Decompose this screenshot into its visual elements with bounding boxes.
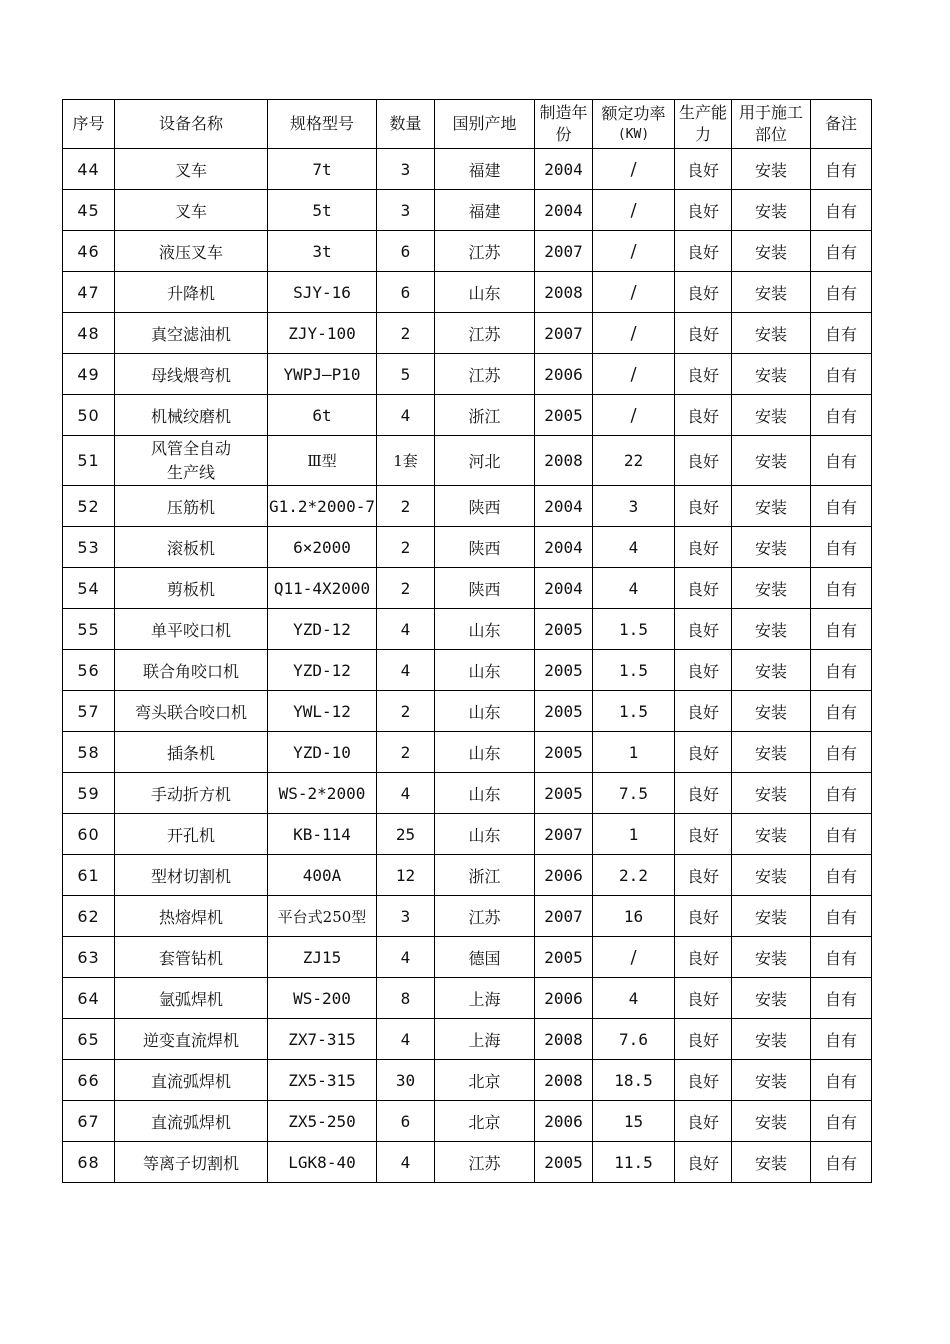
cell-year: 2007	[535, 814, 593, 855]
cell-capacity: 良好	[675, 978, 732, 1019]
cell-usage: 安装	[732, 1101, 811, 1142]
cell-remark: 自有	[811, 691, 872, 732]
cell-origin: 德国	[435, 937, 535, 978]
cell-origin: 山东	[435, 609, 535, 650]
header-power	[593, 100, 675, 149]
header-year-text: 制造年份	[539, 103, 588, 144]
table-row	[63, 814, 872, 855]
cell-year: 2008	[535, 1060, 593, 1101]
header-remark: 备注	[811, 100, 872, 149]
cell-name: 叉车	[115, 190, 268, 231]
cell-remark: 自有	[811, 855, 872, 896]
cell-model: WS-2*2000	[268, 773, 377, 814]
table-row	[63, 1019, 872, 1060]
table-row	[63, 691, 872, 732]
cell-model: YZD-12	[268, 609, 377, 650]
cell-no: 49	[63, 354, 115, 395]
cell-capacity: 良好	[675, 527, 732, 568]
cell-name: 氩弧焊机	[115, 978, 268, 1019]
cell-qty: 8	[377, 978, 435, 1019]
cell-capacity: 良好	[675, 896, 732, 937]
cell-remark: 自有	[811, 1101, 872, 1142]
cell-power: 1.5	[593, 691, 675, 732]
cell-remark: 自有	[811, 650, 872, 691]
cell-year: 2006	[535, 354, 593, 395]
cell-qty: 4	[377, 609, 435, 650]
cell-model: SJY-16	[268, 272, 377, 313]
cell-qty: 3	[377, 190, 435, 231]
cell-no: 60	[63, 814, 115, 855]
cell-power: /	[593, 937, 675, 978]
cell-power: 3	[593, 486, 675, 527]
cell-usage: 安装	[732, 855, 811, 896]
cell-model: 平台式250型	[268, 896, 377, 937]
cell-usage: 安装	[732, 937, 811, 978]
cell-usage: 安装	[732, 814, 811, 855]
cell-power: 4	[593, 978, 675, 1019]
cell-usage: 安装	[732, 691, 811, 732]
cell-model: YZD-10	[268, 732, 377, 773]
header-usage-text: 用于施工部位	[738, 103, 803, 144]
cell-name: 叉车	[115, 149, 268, 190]
cell-capacity: 良好	[675, 313, 732, 354]
cell-name: 联合角咬口机	[115, 650, 268, 691]
cell-origin: 山东	[435, 773, 535, 814]
table-body	[63, 149, 872, 1183]
cell-name: 压筋机	[115, 486, 268, 527]
cell-qty: 2	[377, 527, 435, 568]
cell-remark: 自有	[811, 527, 872, 568]
cell-capacity: 良好	[675, 190, 732, 231]
cell-year: 2005	[535, 691, 593, 732]
cell-capacity: 良好	[675, 436, 732, 486]
cell-qty: 6	[377, 272, 435, 313]
cell-qty: 1套	[377, 436, 435, 486]
cell-model: ZX5-250	[268, 1101, 377, 1142]
cell-capacity: 良好	[675, 691, 732, 732]
cell-origin: 浙江	[435, 395, 535, 436]
cell-qty: 6	[377, 1101, 435, 1142]
cell-origin: 山东	[435, 732, 535, 773]
cell-usage: 安装	[732, 609, 811, 650]
table-row	[63, 896, 872, 937]
cell-no: 62	[63, 896, 115, 937]
cell-capacity: 良好	[675, 937, 732, 978]
cell-qty: 2	[377, 732, 435, 773]
cell-origin: 陕西	[435, 486, 535, 527]
cell-power: /	[593, 395, 675, 436]
cell-remark: 自有	[811, 937, 872, 978]
cell-origin: 山东	[435, 691, 535, 732]
cell-model: YWL-12	[268, 691, 377, 732]
table-row	[63, 354, 872, 395]
cell-origin: 北京	[435, 1101, 535, 1142]
cell-year: 2005	[535, 609, 593, 650]
cell-year: 2004	[535, 527, 593, 568]
cell-qty: 4	[377, 1142, 435, 1183]
cell-no: 57	[63, 691, 115, 732]
cell-usage: 安装	[732, 1019, 811, 1060]
cell-qty: 4	[377, 773, 435, 814]
cell-no: 50	[63, 395, 115, 436]
cell-no: 64	[63, 978, 115, 1019]
cell-power: /	[593, 231, 675, 272]
cell-power: /	[593, 272, 675, 313]
cell-capacity: 良好	[675, 855, 732, 896]
cell-name: 开孔机	[115, 814, 268, 855]
cell-no: 59	[63, 773, 115, 814]
cell-name: 升降机	[115, 272, 268, 313]
cell-origin: 江苏	[435, 354, 535, 395]
cell-power: /	[593, 354, 675, 395]
cell-origin: 山东	[435, 272, 535, 313]
cell-capacity: 良好	[675, 486, 732, 527]
cell-capacity: 良好	[675, 609, 732, 650]
cell-no: 52	[63, 486, 115, 527]
cell-qty: 2	[377, 486, 435, 527]
cell-model: WS-200	[268, 978, 377, 1019]
cell-year: 2005	[535, 395, 593, 436]
cell-capacity: 良好	[675, 814, 732, 855]
cell-year: 2004	[535, 568, 593, 609]
equipment-sheet	[62, 99, 871, 1183]
cell-origin: 江苏	[435, 1142, 535, 1183]
cell-year: 2006	[535, 855, 593, 896]
cell-name-text: 风管全自动 生产线	[150, 438, 231, 482]
cell-remark: 自有	[811, 231, 872, 272]
cell-capacity: 良好	[675, 568, 732, 609]
cell-power: 22	[593, 436, 675, 486]
cell-model: G1.2*2000-7	[268, 486, 377, 527]
cell-model: KB-114	[268, 814, 377, 855]
cell-remark: 自有	[811, 395, 872, 436]
cell-qty: 30	[377, 1060, 435, 1101]
cell-power: 1.5	[593, 650, 675, 691]
cell-origin: 上海	[435, 978, 535, 1019]
table-row	[63, 436, 872, 486]
cell-remark: 自有	[811, 1060, 872, 1101]
cell-no: 68	[63, 1142, 115, 1183]
equipment-table	[62, 99, 872, 1183]
cell-name: 插条机	[115, 732, 268, 773]
cell-usage: 安装	[732, 650, 811, 691]
cell-qty: 2	[377, 691, 435, 732]
cell-no: 51	[63, 436, 115, 486]
cell-name: 机械绞磨机	[115, 395, 268, 436]
table-row	[63, 486, 872, 527]
table-row	[63, 855, 872, 896]
cell-name: 弯头联合咬口机	[115, 691, 268, 732]
cell-power: /	[593, 149, 675, 190]
cell-usage: 安装	[732, 1142, 811, 1183]
cell-no: 54	[63, 568, 115, 609]
table-row	[63, 231, 872, 272]
cell-usage: 安装	[732, 773, 811, 814]
cell-usage: 安装	[732, 313, 811, 354]
table-row	[63, 609, 872, 650]
header-year	[535, 100, 593, 149]
cell-power: 2.2	[593, 855, 675, 896]
cell-year: 2008	[535, 436, 593, 486]
cell-name: 逆变直流焊机	[115, 1019, 268, 1060]
cell-remark: 自有	[811, 609, 872, 650]
cell-no: 56	[63, 650, 115, 691]
cell-qty: 4	[377, 650, 435, 691]
cell-year: 2004	[535, 190, 593, 231]
table-row	[63, 527, 872, 568]
cell-origin: 山东	[435, 650, 535, 691]
cell-name: 热熔焊机	[115, 896, 268, 937]
cell-name: 型材切割机	[115, 855, 268, 896]
cell-capacity: 良好	[675, 354, 732, 395]
cell-remark: 自有	[811, 978, 872, 1019]
header-no: 序号	[63, 100, 115, 149]
cell-remark: 自有	[811, 436, 872, 486]
cell-power: /	[593, 190, 675, 231]
cell-usage: 安装	[732, 272, 811, 313]
cell-capacity: 良好	[675, 272, 732, 313]
cell-year: 2008	[535, 272, 593, 313]
cell-qty: 2	[377, 568, 435, 609]
header-power-unit: (KW)	[617, 127, 650, 142]
cell-usage: 安装	[732, 190, 811, 231]
table-row	[63, 190, 872, 231]
cell-name	[115, 436, 268, 486]
cell-origin: 福建	[435, 149, 535, 190]
cell-capacity: 良好	[675, 1142, 732, 1183]
cell-usage: 安装	[732, 486, 811, 527]
cell-origin: 浙江	[435, 855, 535, 896]
cell-year: 2004	[535, 486, 593, 527]
cell-no: 58	[63, 732, 115, 773]
cell-origin: 江苏	[435, 231, 535, 272]
cell-remark: 自有	[811, 1142, 872, 1183]
cell-power: 11.5	[593, 1142, 675, 1183]
cell-remark: 自有	[811, 486, 872, 527]
cell-no: 48	[63, 313, 115, 354]
cell-no: 65	[63, 1019, 115, 1060]
cell-origin: 陕西	[435, 568, 535, 609]
cell-year: 2005	[535, 937, 593, 978]
cell-power: 1.5	[593, 609, 675, 650]
table-row	[63, 313, 872, 354]
cell-power: 4	[593, 527, 675, 568]
cell-remark: 自有	[811, 149, 872, 190]
cell-qty: 12	[377, 855, 435, 896]
cell-name: 滚板机	[115, 527, 268, 568]
cell-power: /	[593, 313, 675, 354]
cell-model: YZD-12	[268, 650, 377, 691]
cell-power: 7.5	[593, 773, 675, 814]
cell-no: 46	[63, 231, 115, 272]
cell-usage: 安装	[732, 732, 811, 773]
cell-name: 单平咬口机	[115, 609, 268, 650]
cell-model: Q11-4X2000	[268, 568, 377, 609]
cell-year: 2005	[535, 773, 593, 814]
cell-no: 55	[63, 609, 115, 650]
cell-power: 18.5	[593, 1060, 675, 1101]
cell-no: 66	[63, 1060, 115, 1101]
header-capacity	[675, 100, 732, 149]
cell-capacity: 良好	[675, 231, 732, 272]
cell-year: 2005	[535, 650, 593, 691]
cell-name: 套管钻机	[115, 937, 268, 978]
cell-capacity: 良好	[675, 732, 732, 773]
cell-no: 45	[63, 190, 115, 231]
cell-capacity: 良好	[675, 395, 732, 436]
cell-year: 2007	[535, 896, 593, 937]
cell-origin: 福建	[435, 190, 535, 231]
cell-usage: 安装	[732, 354, 811, 395]
cell-model: Ⅲ型	[268, 436, 377, 486]
cell-remark: 自有	[811, 354, 872, 395]
header-power-text: 额定功率	[601, 104, 666, 123]
table-row	[63, 978, 872, 1019]
cell-remark: 自有	[811, 313, 872, 354]
cell-qty: 3	[377, 149, 435, 190]
cell-capacity: 良好	[675, 773, 732, 814]
cell-qty: 4	[377, 937, 435, 978]
cell-usage: 安装	[732, 1060, 811, 1101]
table-row	[63, 1060, 872, 1101]
header-name: 设备名称	[115, 100, 268, 149]
table-row	[63, 1142, 872, 1183]
cell-name: 手动折方机	[115, 773, 268, 814]
cell-power: 7.6	[593, 1019, 675, 1060]
cell-model: 3t	[268, 231, 377, 272]
cell-origin: 陕西	[435, 527, 535, 568]
cell-model: 6×2000	[268, 527, 377, 568]
cell-usage: 安装	[732, 231, 811, 272]
cell-year: 2006	[535, 978, 593, 1019]
cell-usage: 安装	[732, 527, 811, 568]
table-row	[63, 1101, 872, 1142]
cell-capacity: 良好	[675, 1060, 732, 1101]
cell-capacity: 良好	[675, 149, 732, 190]
cell-qty: 25	[377, 814, 435, 855]
cell-no: 44	[63, 149, 115, 190]
table-row	[63, 395, 872, 436]
header-capacity-text: 生产能力	[678, 103, 727, 144]
cell-year: 2004	[535, 149, 593, 190]
header-origin: 国别产地	[435, 100, 535, 149]
cell-name: 直流弧焊机	[115, 1060, 268, 1101]
cell-power: 16	[593, 896, 675, 937]
cell-year: 2007	[535, 313, 593, 354]
cell-model: ZJ15	[268, 937, 377, 978]
cell-year: 2006	[535, 1101, 593, 1142]
cell-no: 63	[63, 937, 115, 978]
cell-remark: 自有	[811, 272, 872, 313]
cell-remark: 自有	[811, 896, 872, 937]
cell-origin: 江苏	[435, 313, 535, 354]
cell-no: 47	[63, 272, 115, 313]
cell-remark: 自有	[811, 814, 872, 855]
table-row	[63, 272, 872, 313]
cell-origin: 上海	[435, 1019, 535, 1060]
cell-remark: 自有	[811, 568, 872, 609]
cell-name: 母线煨弯机	[115, 354, 268, 395]
cell-qty: 3	[377, 896, 435, 937]
cell-origin: 河北	[435, 436, 535, 486]
cell-model: ZX5-315	[268, 1060, 377, 1101]
table-row	[63, 568, 872, 609]
header-usage	[732, 100, 811, 149]
table-row	[63, 650, 872, 691]
cell-no: 53	[63, 527, 115, 568]
cell-model: LGK8-40	[268, 1142, 377, 1183]
header-qty: 数量	[377, 100, 435, 149]
cell-name: 等离子切割机	[115, 1142, 268, 1183]
cell-model: 6t	[268, 395, 377, 436]
table-row	[63, 732, 872, 773]
cell-model: ZJY-100	[268, 313, 377, 354]
cell-qty: 5	[377, 354, 435, 395]
cell-usage: 安装	[732, 978, 811, 1019]
cell-origin: 江苏	[435, 896, 535, 937]
table-row	[63, 773, 872, 814]
cell-qty: 4	[377, 1019, 435, 1060]
cell-power: 1	[593, 814, 675, 855]
cell-model: 7t	[268, 149, 377, 190]
cell-model: 5t	[268, 190, 377, 231]
cell-usage: 安装	[732, 436, 811, 486]
cell-name: 剪板机	[115, 568, 268, 609]
cell-name: 真空滤油机	[115, 313, 268, 354]
cell-power: 4	[593, 568, 675, 609]
cell-name: 直流弧焊机	[115, 1101, 268, 1142]
cell-qty: 2	[377, 313, 435, 354]
cell-model: YWPJ—P10	[268, 354, 377, 395]
header-model: 规格型号	[268, 100, 377, 149]
cell-year: 2007	[535, 231, 593, 272]
cell-usage: 安装	[732, 395, 811, 436]
cell-capacity: 良好	[675, 650, 732, 691]
table-row	[63, 149, 872, 190]
cell-year: 2005	[535, 732, 593, 773]
cell-usage: 安装	[732, 896, 811, 937]
cell-remark: 自有	[811, 1019, 872, 1060]
cell-qty: 6	[377, 231, 435, 272]
cell-usage: 安装	[732, 149, 811, 190]
cell-year: 2008	[535, 1019, 593, 1060]
cell-remark: 自有	[811, 732, 872, 773]
table-header-row	[63, 100, 872, 149]
cell-usage: 安装	[732, 568, 811, 609]
cell-power: 1	[593, 732, 675, 773]
cell-model: ZX7-315	[268, 1019, 377, 1060]
cell-qty: 4	[377, 395, 435, 436]
cell-capacity: 良好	[675, 1101, 732, 1142]
cell-origin: 山东	[435, 814, 535, 855]
cell-remark: 自有	[811, 190, 872, 231]
cell-no: 67	[63, 1101, 115, 1142]
cell-name: 液压叉车	[115, 231, 268, 272]
table-row	[63, 937, 872, 978]
cell-year: 2005	[535, 1142, 593, 1183]
cell-power: 15	[593, 1101, 675, 1142]
cell-capacity: 良好	[675, 1019, 732, 1060]
cell-origin: 北京	[435, 1060, 535, 1101]
cell-model: 400A	[268, 855, 377, 896]
cell-remark: 自有	[811, 773, 872, 814]
cell-no: 61	[63, 855, 115, 896]
